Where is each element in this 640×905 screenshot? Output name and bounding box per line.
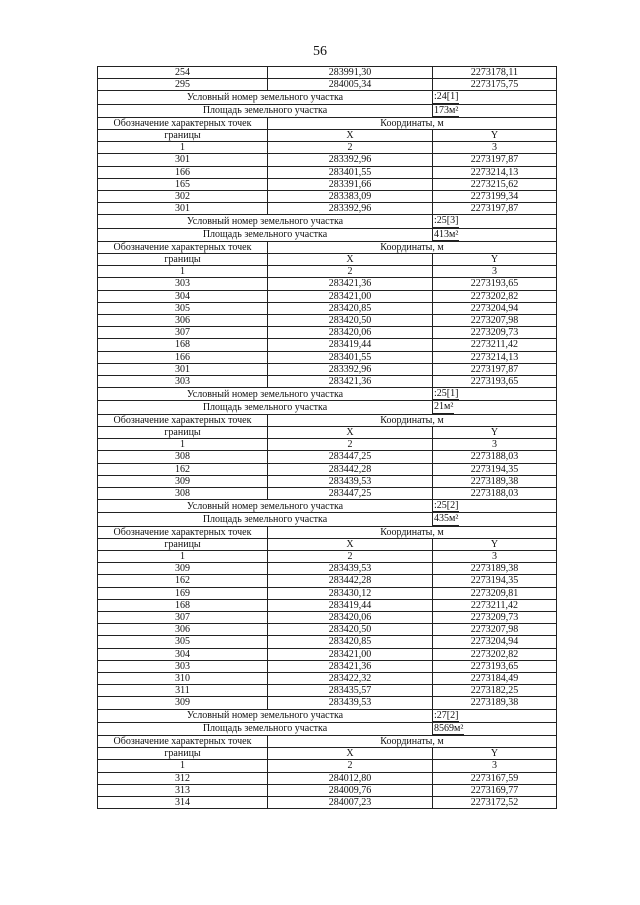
parcel-number-value-cell	[433, 388, 557, 401]
parcel-number-label: Условный номер земельного участка	[98, 91, 433, 104]
points-header-cell: Обозначение характерных точек	[98, 117, 268, 129]
coords-header-row	[98, 117, 557, 129]
y-coordinate-cell: 2273194,35	[433, 575, 557, 587]
column-number-2: 2	[268, 550, 433, 562]
coordinates-table	[97, 66, 557, 809]
parcel-area-label: Площадь земельного участка	[98, 401, 433, 414]
x-coordinate-cell: 283420,06	[268, 611, 433, 623]
points-header-cell: Обозначение характерных точек	[98, 241, 268, 253]
table-row	[98, 178, 557, 190]
y-coordinate-cell: 2273197,87	[433, 154, 557, 166]
x-coordinate-cell: 283421,00	[268, 290, 433, 302]
x-coordinate-cell: 283420,50	[268, 315, 433, 327]
y-header-cell: Y	[433, 130, 557, 142]
y-coordinate-cell: 2273207,98	[433, 624, 557, 636]
x-coordinate-cell: 284012,80	[268, 772, 433, 784]
column-number-row	[98, 439, 557, 451]
parcel-area-label: Площадь земельного участка	[98, 722, 433, 735]
point-id-cell: 307	[98, 327, 268, 339]
point-id-cell: 254	[98, 67, 268, 79]
parcel-number-value: :25[1]	[434, 388, 459, 400]
y-coordinate-cell: 2273214,13	[433, 351, 557, 363]
y-coordinate-cell: 2273199,34	[433, 191, 557, 203]
coords-header-row	[98, 414, 557, 426]
y-coordinate-cell: 2273193,65	[433, 376, 557, 388]
points-header-cell-cont: границы	[98, 538, 268, 550]
point-id-cell: 162	[98, 463, 268, 475]
parcel-number-row	[98, 388, 557, 401]
column-number-1: 1	[98, 142, 268, 154]
table-row	[98, 648, 557, 660]
column-number-1: 1	[98, 550, 268, 562]
y-coordinate-cell: 2273214,13	[433, 166, 557, 178]
coords-header-cell: Координаты, м	[268, 735, 557, 747]
column-number-2: 2	[268, 266, 433, 278]
table-row	[98, 191, 557, 203]
x-coordinate-cell: 283392,96	[268, 203, 433, 215]
x-coordinate-cell: 283420,85	[268, 636, 433, 648]
table-row	[98, 327, 557, 339]
table-row	[98, 784, 557, 796]
table-row	[98, 475, 557, 487]
y-coordinate-cell: 2273197,87	[433, 363, 557, 375]
y-coordinate-cell: 2273178,11	[433, 67, 557, 79]
point-id-cell: 162	[98, 575, 268, 587]
axis-header-row	[98, 130, 557, 142]
x-header-cell: X	[268, 538, 433, 550]
axis-header-row	[98, 748, 557, 760]
points-header-cell-cont: границы	[98, 254, 268, 266]
table-row	[98, 599, 557, 611]
x-coordinate-cell: 283439,53	[268, 475, 433, 487]
table-row	[98, 451, 557, 463]
point-id-cell: 295	[98, 79, 268, 91]
table-row	[98, 376, 557, 388]
parcel-area-label: Площадь земельного участка	[98, 513, 433, 526]
x-coordinate-cell: 283991,30	[268, 67, 433, 79]
y-coordinate-cell: 2273184,49	[433, 672, 557, 684]
y-coordinate-cell: 2273189,38	[433, 475, 557, 487]
point-id-cell: 304	[98, 648, 268, 660]
x-coordinate-cell: 283419,44	[268, 339, 433, 351]
table-row	[98, 772, 557, 784]
parcel-area-row	[98, 401, 557, 414]
y-header-cell: Y	[433, 426, 557, 438]
coords-header-cell: Координаты, м	[268, 526, 557, 538]
column-number-row	[98, 142, 557, 154]
y-coordinate-cell: 2273188,03	[433, 487, 557, 499]
parcel-area-label: Площадь земельного участка	[98, 104, 433, 117]
y-coordinate-cell: 2273182,25	[433, 685, 557, 697]
y-coordinate-cell: 2273209,81	[433, 587, 557, 599]
parcel-number-value-cell	[433, 215, 557, 228]
parcel-area-label: Площадь земельного участка	[98, 228, 433, 241]
point-id-cell: 306	[98, 315, 268, 327]
point-id-cell: 309	[98, 563, 268, 575]
table-row	[98, 67, 557, 79]
parcel-number-value-cell	[433, 91, 557, 104]
point-id-cell: 313	[98, 784, 268, 796]
parcel-number-label: Условный номер земельного участка	[98, 215, 433, 228]
table-row	[98, 660, 557, 672]
point-id-cell: 165	[98, 178, 268, 190]
point-id-cell: 307	[98, 611, 268, 623]
table-row	[98, 624, 557, 636]
point-id-cell: 308	[98, 451, 268, 463]
x-coordinate-cell: 283442,28	[268, 575, 433, 587]
table-row	[98, 203, 557, 215]
table-row	[98, 611, 557, 623]
parcel-area-value: 173м²	[434, 104, 459, 116]
y-coordinate-cell: 2273169,77	[433, 784, 557, 796]
table-row	[98, 302, 557, 314]
x-coordinate-cell: 283447,25	[268, 487, 433, 499]
x-coordinate-cell: 283442,28	[268, 463, 433, 475]
point-id-cell: 309	[98, 697, 268, 709]
y-coordinate-cell: 2273175,75	[433, 79, 557, 91]
column-number-3: 3	[433, 550, 557, 562]
point-id-cell: 303	[98, 660, 268, 672]
parcel-number-label: Условный номер земельного участка	[98, 500, 433, 513]
y-coordinate-cell: 2273209,73	[433, 327, 557, 339]
coords-header-cell: Координаты, м	[268, 414, 557, 426]
y-coordinate-cell: 2273207,98	[433, 315, 557, 327]
points-header-cell: Обозначение характерных точек	[98, 414, 268, 426]
table-row	[98, 636, 557, 648]
x-header-cell: X	[268, 748, 433, 760]
parcel-area-row	[98, 513, 557, 526]
column-number-1: 1	[98, 439, 268, 451]
x-coordinate-cell: 283421,36	[268, 376, 433, 388]
point-id-cell: 312	[98, 772, 268, 784]
parcel-number-row	[98, 709, 557, 722]
parcel-number-value: :25[3]	[434, 215, 459, 227]
column-number-row	[98, 760, 557, 772]
parcel-number-row	[98, 500, 557, 513]
parcel-area-row	[98, 228, 557, 241]
coords-header-row	[98, 735, 557, 747]
x-header-cell: X	[268, 426, 433, 438]
parcel-number-value: :25[2]	[434, 500, 459, 512]
point-id-cell: 169	[98, 587, 268, 599]
x-coordinate-cell: 283420,85	[268, 302, 433, 314]
point-id-cell: 309	[98, 475, 268, 487]
table-row	[98, 587, 557, 599]
table-row	[98, 685, 557, 697]
x-coordinate-cell: 283383,09	[268, 191, 433, 203]
y-coordinate-cell: 2273189,38	[433, 697, 557, 709]
y-coordinate-cell: 2273204,94	[433, 636, 557, 648]
x-coordinate-cell: 283421,36	[268, 660, 433, 672]
parcel-number-row	[98, 215, 557, 228]
y-coordinate-cell: 2273215,62	[433, 178, 557, 190]
y-coordinate-cell: 2273197,87	[433, 203, 557, 215]
point-id-cell: 168	[98, 599, 268, 611]
x-coordinate-cell: 283430,12	[268, 587, 433, 599]
axis-header-row	[98, 254, 557, 266]
y-header-cell: Y	[433, 538, 557, 550]
x-coordinate-cell: 283392,96	[268, 363, 433, 375]
table-row	[98, 672, 557, 684]
column-number-row	[98, 266, 557, 278]
coords-header-cell: Координаты, м	[268, 117, 557, 129]
x-coordinate-cell: 283439,53	[268, 563, 433, 575]
y-coordinate-cell: 2273202,82	[433, 290, 557, 302]
y-coordinate-cell: 2273202,82	[433, 648, 557, 660]
x-coordinate-cell: 284005,34	[268, 79, 433, 91]
coords-header-cell: Координаты, м	[268, 241, 557, 253]
x-coordinate-cell: 283391,66	[268, 178, 433, 190]
parcel-area-value-cell	[433, 513, 557, 526]
x-coordinate-cell: 283420,06	[268, 327, 433, 339]
x-coordinate-cell: 283447,25	[268, 451, 433, 463]
point-id-cell: 304	[98, 290, 268, 302]
parcel-area-value: 21м²	[434, 401, 454, 413]
table-row	[98, 290, 557, 302]
point-id-cell: 306	[98, 624, 268, 636]
table-row	[98, 463, 557, 475]
column-number-2: 2	[268, 439, 433, 451]
parcel-area-value-cell	[433, 228, 557, 241]
column-number-3: 3	[433, 266, 557, 278]
point-id-cell: 166	[98, 166, 268, 178]
point-id-cell: 303	[98, 278, 268, 290]
points-header-cell: Обозначение характерных точек	[98, 735, 268, 747]
column-number-3: 3	[433, 439, 557, 451]
table-row	[98, 487, 557, 499]
column-number-3: 3	[433, 760, 557, 772]
table-row	[98, 697, 557, 709]
table-row	[98, 363, 557, 375]
x-coordinate-cell: 283421,36	[268, 278, 433, 290]
parcel-area-row	[98, 722, 557, 735]
parcel-number-label: Условный номер земельного участка	[98, 709, 433, 722]
x-coordinate-cell: 283422,32	[268, 672, 433, 684]
parcel-area-row	[98, 104, 557, 117]
x-coordinate-cell: 283419,44	[268, 599, 433, 611]
column-number-1: 1	[98, 266, 268, 278]
table-row	[98, 278, 557, 290]
points-header-cell-cont: границы	[98, 748, 268, 760]
point-id-cell: 305	[98, 302, 268, 314]
point-id-cell: 314	[98, 796, 268, 808]
y-coordinate-cell: 2273211,42	[433, 599, 557, 611]
x-coordinate-cell: 283421,00	[268, 648, 433, 660]
point-id-cell: 308	[98, 487, 268, 499]
points-header-cell-cont: границы	[98, 130, 268, 142]
parcel-number-value-cell	[433, 500, 557, 513]
point-id-cell: 301	[98, 363, 268, 375]
parcel-area-value: 435м²	[434, 513, 459, 525]
x-coordinate-cell: 283439,53	[268, 697, 433, 709]
point-id-cell: 168	[98, 339, 268, 351]
x-coordinate-cell: 283420,50	[268, 624, 433, 636]
y-coordinate-cell: 2273211,42	[433, 339, 557, 351]
y-coordinate-cell: 2273193,65	[433, 660, 557, 672]
y-coordinate-cell: 2273194,35	[433, 463, 557, 475]
coordinates-table-body	[98, 67, 557, 809]
parcel-area-value-cell	[433, 104, 557, 117]
table-row	[98, 154, 557, 166]
y-coordinate-cell: 2273189,38	[433, 563, 557, 575]
point-id-cell: 166	[98, 351, 268, 363]
y-header-cell: Y	[433, 748, 557, 760]
point-id-cell: 302	[98, 191, 268, 203]
y-coordinate-cell: 2273204,94	[433, 302, 557, 314]
table-row	[98, 575, 557, 587]
parcel-number-value: :27[2]	[434, 709, 459, 721]
table-row	[98, 796, 557, 808]
y-coordinate-cell: 2273167,59	[433, 772, 557, 784]
axis-header-row	[98, 426, 557, 438]
points-header-cell: Обозначение характерных точек	[98, 526, 268, 538]
y-coordinate-cell: 2273209,73	[433, 611, 557, 623]
column-number-row	[98, 550, 557, 562]
column-number-2: 2	[268, 142, 433, 154]
page-number: 56	[313, 44, 327, 59]
x-coordinate-cell: 283401,55	[268, 351, 433, 363]
y-coordinate-cell: 2273188,03	[433, 451, 557, 463]
table-row	[98, 339, 557, 351]
table-row	[98, 563, 557, 575]
parcel-number-label: Условный номер земельного участка	[98, 388, 433, 401]
table-row	[98, 315, 557, 327]
x-header-cell: X	[268, 130, 433, 142]
coords-header-row	[98, 526, 557, 538]
coords-header-row	[98, 241, 557, 253]
point-id-cell: 305	[98, 636, 268, 648]
table-row	[98, 166, 557, 178]
x-coordinate-cell: 284007,23	[268, 796, 433, 808]
y-coordinate-cell: 2273172,52	[433, 796, 557, 808]
axis-header-row	[98, 538, 557, 550]
x-header-cell: X	[268, 254, 433, 266]
column-number-2: 2	[268, 760, 433, 772]
parcel-number-value: :24[1]	[434, 91, 459, 103]
y-coordinate-cell: 2273193,65	[433, 278, 557, 290]
column-number-3: 3	[433, 142, 557, 154]
x-coordinate-cell: 284009,76	[268, 784, 433, 796]
points-header-cell-cont: границы	[98, 426, 268, 438]
x-coordinate-cell: 283435,57	[268, 685, 433, 697]
column-number-1: 1	[98, 760, 268, 772]
point-id-cell: 303	[98, 376, 268, 388]
x-coordinate-cell: 283392,96	[268, 154, 433, 166]
x-coordinate-cell: 283401,55	[268, 166, 433, 178]
point-id-cell: 311	[98, 685, 268, 697]
point-id-cell: 301	[98, 203, 268, 215]
parcel-number-row	[98, 91, 557, 104]
parcel-area-value: 413м²	[434, 228, 459, 240]
parcel-area-value-cell	[433, 722, 557, 735]
point-id-cell: 310	[98, 672, 268, 684]
parcel-area-value-cell	[433, 401, 557, 414]
parcel-area-value: 8569м²	[434, 722, 464, 734]
table-row	[98, 351, 557, 363]
parcel-number-value-cell	[433, 709, 557, 722]
table-row	[98, 79, 557, 91]
point-id-cell: 301	[98, 154, 268, 166]
y-header-cell: Y	[433, 254, 557, 266]
